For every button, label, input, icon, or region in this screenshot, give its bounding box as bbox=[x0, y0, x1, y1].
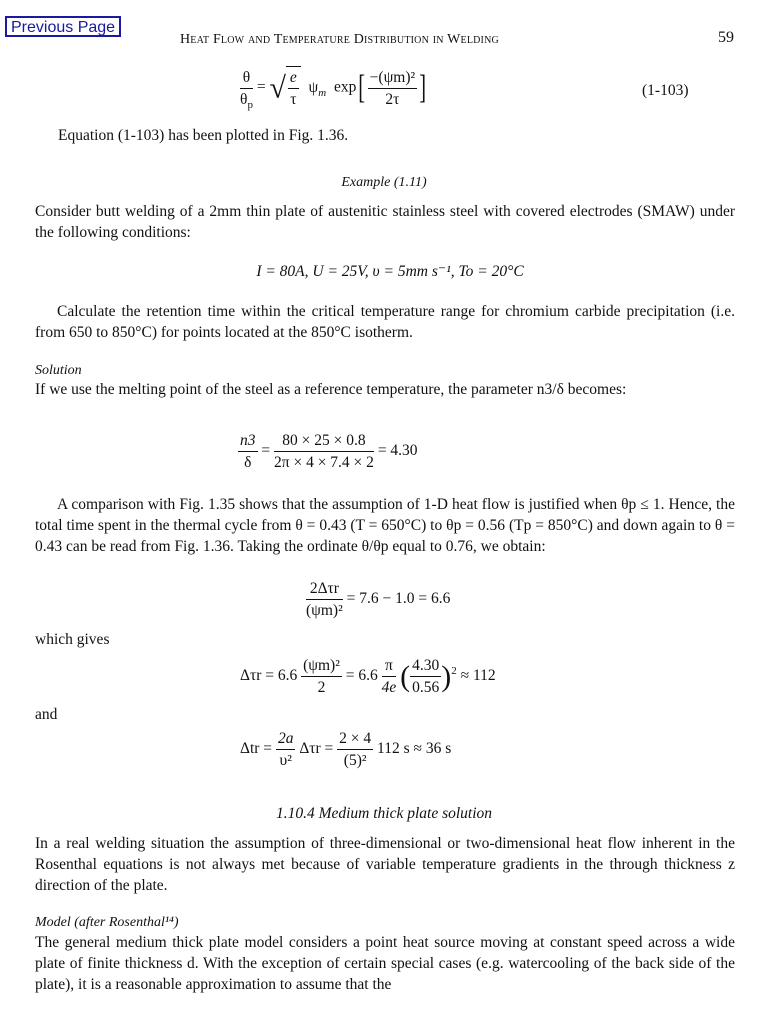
model-heading: Model (after Rosenthal¹⁴) bbox=[35, 915, 179, 930]
dtau-equation: Δτr = 6.6 $\frac{\text{(ψm)²}}{2}$ = 6.6 $\frac{\pi}{4e}$ ( $\frac{4.30}{0.56}$ )$^2$ ≈ 112 bbox=[240, 657, 496, 696]
eq-sqrt: $\frac{e}{\tau}$ bbox=[286, 66, 301, 110]
example-intro: Consider butt welding of a 2mm thin plate of austenitic stainless steel with covered electrodes (SMAW) under the following conditions: bbox=[35, 203, 735, 241]
example-heading: Example (1.11) bbox=[341, 175, 427, 190]
eq-exp-fraction: $\frac{\text{−(ψm)²}}{2\tau}$ bbox=[369, 68, 416, 108]
equation-label: (1-103) bbox=[642, 82, 689, 99]
and-text: and bbox=[35, 706, 58, 723]
eq-lhs-num: θ bbox=[240, 67, 253, 89]
running-title: Heat Flow and Temperature Distribution in Welding bbox=[180, 32, 499, 47]
section-text: In a real welding situation the assumption of three-dimensional or two-dimensional heat flow inherent in the Rosenthal equations is not always met because of variable temperature gradients in the through thickness z direction of the plate. bbox=[35, 835, 735, 894]
solution-heading: Solution bbox=[35, 363, 82, 378]
eq-lhs-fraction bbox=[240, 67, 253, 110]
n3-equation: $\frac{n3}{\delta}$ = $\frac{80 \times 25 \times 0.8}{2\pi \times 4 \times 7.4 \times 2}$ = 4.30 bbox=[240, 432, 418, 471]
which-gives-text: which gives bbox=[35, 631, 110, 648]
dt-equation: Δtr = $\frac{2a}{\text{υ²}}$ Δτr = $\frac{2 \times 4}{\text{(5)²}}$ 112 s ≈ 36 s bbox=[240, 730, 452, 769]
eq-psi: $\psi_m$ bbox=[308, 78, 327, 99]
comparison-text: A comparison with Fig. 1.35 shows that the assumption of 1-D heat flow is justified when θp ≤ 1. Hence, the total time spent in the thermal cycle from θ = 0.43 (T = 650°C) to θp = 0.56 (Tp = 850°C) and down again to θ = 0.43 can be read from Fig. 1.36. Taking the ordinate θ/θp equal to 0.76, we obtain: bbox=[35, 496, 735, 555]
eq-exp: exp bbox=[333, 78, 357, 96]
calculate-text: Calculate the retention time within the critical temperature range for chromium carbide precipitation (i.e. from 650 to 850°C) for points located at the 850°C isotherm. bbox=[35, 303, 735, 341]
tau-equation: $\frac{\text{2Δτr}}{\text{(ψm)²}}$ = 7.6 − 1.0 = 6.6 bbox=[306, 580, 451, 619]
equation-1-103: $\frac{\theta}{\theta_p}$ = √ $\frac{e}{\tau}$ $\psi_m$ exp[ $\frac{\text{−(ψm)²}}{2\tau}$ ] bbox=[240, 66, 428, 110]
eq-lhs-den: $\theta_p$ bbox=[240, 90, 253, 111]
previous-page-button[interactable]: Previous Page bbox=[5, 16, 121, 37]
conditions-equation: I = 80A, U = 25V, υ = 5mm s⁻¹, To = 20°C bbox=[256, 263, 524, 280]
section-heading: 1.10.4 Medium thick plate solution bbox=[275, 805, 493, 822]
solution-text: If we use the melting point of the steel as a reference temperature, the parameter n3/δ becomes: bbox=[35, 381, 627, 398]
page-number: 59 bbox=[718, 29, 734, 46]
plotted-text: Equation (1-103) has been plotted in Fig. 1.36. bbox=[58, 127, 349, 144]
model-text: The general medium thick plate model considers a point heat source moving at constant speed across a wide plate of finite thickness d. With the exception of certain special cases (e.g. watercooling of the back side of the plate), it is a reasonable approximation to assume that the bbox=[35, 934, 735, 993]
